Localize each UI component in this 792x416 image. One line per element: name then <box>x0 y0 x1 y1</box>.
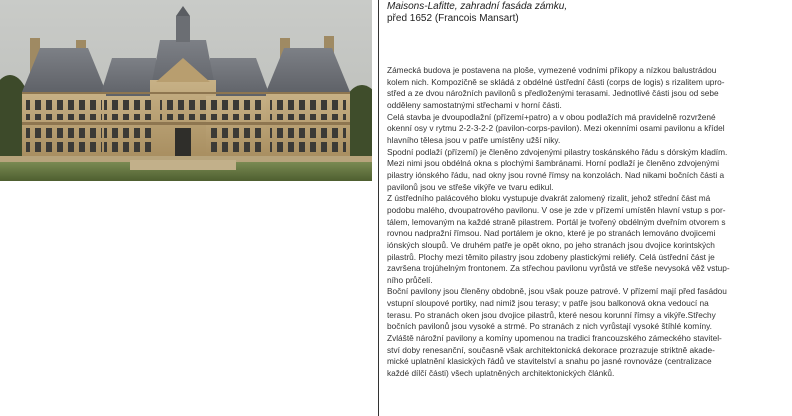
text-line: terasu. Po stranách oken jsou dvojice pilastrů, které nesou korunní římsy a vikýře.Střechy <box>387 309 716 320</box>
text-line: ního průčelí. <box>387 274 433 285</box>
text-line: Spodní podlaží (přízemí) je členěno zdvojenými pilastry toskánského řádu s dórským kladím. <box>387 146 728 157</box>
text-line: bočních pavilonů jsou vysoké a strmé. Po stranách z nich vyrůstají vysoké štíhlé komíny. <box>387 321 712 332</box>
text-line: Celá stavba je dvoupodlažní (přízemí+patro) a v obou podlažích má pravidelně rozvržené <box>387 111 716 122</box>
caption <box>387 0 787 25</box>
text-line: rovnou nadpražní římsou. Nad portálem je okno, které je po stranách lemováno dvojicemi <box>387 228 716 239</box>
text-line: odděleny samostatnými střechami v horní části. <box>387 99 562 110</box>
text-line: ství doby renesanční, současně však architektonická dekorace prozrazuje striktně akade- <box>387 344 715 355</box>
text-line: střed a ze dvou nárožních pavilonů s předloženými terasami. Jednotlivé části jsou od sebe <box>387 88 719 99</box>
text-line: hlavního tělesa jsou v patře umístěny užší niky. <box>387 134 561 145</box>
text-line: podobu malého, dvoupatrového pavilonu. V ose je zde v přízemí umístěn hlavní vstup s por- <box>387 204 726 215</box>
column-divider <box>378 0 379 416</box>
text-line: pilastrů. Plochy mezi těmito pilastry jsou zdobeny plastickými reliéfy. Celá ústřední část je <box>387 251 715 262</box>
text-line: vstupní sloupové portiky, nad nimiž jsou terasy; v patře jsou balkonová okna vedoucí na <box>387 298 709 309</box>
text-line: iónských sloupů. Ve druhém patře je opět okno, po jeho stranách jsou dvojice korintských <box>387 239 715 250</box>
description-text <box>387 65 767 380</box>
text-line: završena trojúhelným frontonem. Za střechou pavilonu vyrůstá ve střeše nevysoká věž vstup- <box>387 263 730 274</box>
text-line: Zámecká budova je postavena na ploše, vymezené vodními příkopy a nízkou balustrádou <box>387 65 717 75</box>
text-line: Mezi nimi jsou obdélná okna s plochými šambránami. Horní podlaží je členěno zdvojenými <box>387 158 720 169</box>
text-line: pavilonů jsou ve střeše vikýře ve tvaru edikul. <box>387 181 554 192</box>
text-line: mické uplatnění klasických řádů ve stavitelství a snahu po jasné rovnováze (centralizace <box>387 356 712 367</box>
text-line: Z ústředního palácového bloku vystupuje dvakrát zalomený rizalit, jehož střední část má <box>387 193 711 204</box>
text-line: Zvláště nárožní pavilony a komíny upomenou na tradici francouzského zámeckého stavitel- <box>387 333 722 344</box>
text-line: Boční pavilony jsou členěny obdobně, jsou však pouze patrové. V přízemí mají před fasádou <box>387 286 727 297</box>
text-line: kolem nich. Kompozičně se skládá z obdélné ústřední části (corps de logis) s rizalitem upro- <box>387 76 725 87</box>
chateau-photo <box>0 0 372 181</box>
text-line: tálem, lemovaným na každé straně pilastrem. Portál je tvořený obdélným dveřním otvorem s <box>387 216 726 227</box>
text-line: okenní osy v rytmu 2-2-3-2-2 (pavilon-corps-pavilon). Mezi okenními osami pavilonu a křídel <box>387 123 725 134</box>
text-line: každé dílčí části) všech uplatněných architektonických článků. <box>387 368 615 379</box>
caption-subtitle: před 1652 (Francois Mansart) <box>387 13 519 24</box>
text-line: pilastry iónského řádu, nad okny jsou rovné římsy na konzolách. Nad nikami bočních části a <box>387 169 725 180</box>
caption-title: Maisons-Lafitte, zahradní fasáda zámku, <box>387 1 568 12</box>
